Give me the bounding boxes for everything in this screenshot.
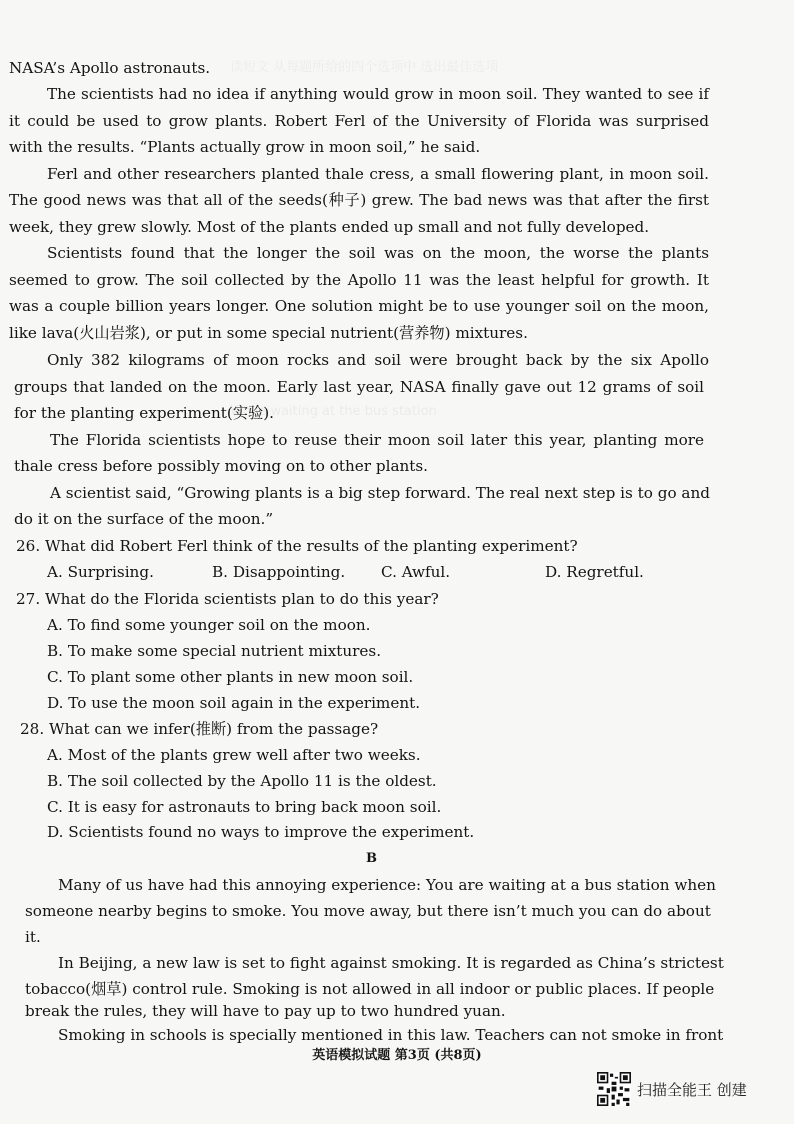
scanner-watermark: [597, 1072, 747, 1106]
passage-a-line: groups that landed on the moon. Early last year, NASA finally gave out 12 grams of soil: [14, 378, 704, 396]
passage-b-line: In Beijing, a new law is set to fight against smoking. It is regarded as China’s strictest: [58, 954, 724, 972]
question-28-option-d: D. Scientists found no ways to improve the experiment.: [47, 823, 475, 841]
question-26-option-a: A. Surprising.: [47, 563, 154, 581]
section-b-heading: B: [366, 851, 377, 866]
qr-code-icon: [597, 1072, 631, 1106]
passage-b-line: Smoking in schools is specially mentioned in this law. Teachers can not smoke in front: [58, 1026, 724, 1044]
question-27-stem: 27. What do the Florida scientists plan to do this year?: [16, 590, 439, 608]
passage-a-line: NASA’s Apollo astronauts.: [9, 59, 211, 77]
question-27-option-a: A. To find some younger soil on the moon.: [47, 616, 371, 634]
passage-a-line: it could be used to grow plants. Robert Ferl of the University of Florida was surprised: [9, 112, 709, 130]
passage-a-line: was a couple billion years longer. One solution might be to use younger soil on the moon,: [9, 297, 709, 315]
question-28-option-b: B. The soil collected by the Apollo 11 is the oldest.: [47, 772, 437, 790]
passage-a-line: Only 382 kilograms of moon rocks and soil were brought back by the six Apollo: [47, 351, 709, 369]
question-28-option-a: A. Most of the plants grew well after two weeks.: [47, 746, 421, 764]
question-26-option-c: C. Awful.: [381, 563, 451, 581]
passage-a-line: week, they grew slowly. Most of the plants ended up small and not fully developed.: [9, 218, 650, 236]
passage-a-line: The scientists had no idea if anything would grow in moon soil. They wanted to see if: [47, 85, 709, 103]
bleed-through-text: 读短文 从每题所给的四个选项中 选出最佳选项: [230, 60, 499, 75]
question-27-option-b: B. To make some special nutrient mixtures.: [47, 642, 382, 660]
passage-a-line: A scientist said, “Growing plants is a big step forward. The real next step is to go and: [50, 484, 710, 502]
question-26-option-d: D. Regretful.: [545, 563, 644, 581]
question-27-option-d: D. To use the moon soil again in the experiment.: [47, 694, 421, 712]
passage-b-line: Many of us have had this annoying experience: You are waiting at a bus station when: [58, 876, 716, 894]
passage-a-line: do it on the surface of the moon.”: [14, 510, 274, 528]
passage-a-line: like lava(火山岩浆), or put in some special nutrient(营养物) mixtures.: [9, 324, 528, 342]
passage-b-line: it.: [25, 928, 41, 946]
passage-b-line: someone nearby begins to smoke. You move away, but there isn’t much you can do about: [25, 902, 711, 920]
page-footer: 英语模拟试题 第3页 (共8页): [312, 1048, 482, 1063]
passage-a-line: Scientists found that the longer the soil was on the moon, the worse the plants: [47, 244, 709, 262]
passage-a-line: thale cress before possibly moving on to other plants.: [14, 457, 429, 475]
passage-a-line: seemed to grow. The soil collected by the Apollo 11 was the least helpful for growth. It: [9, 271, 709, 289]
passage-b-line: break the rules, they will have to pay up to two hundred yuan.: [25, 1002, 506, 1020]
question-26-stem: 26. What did Robert Ferl think of the results of the planting experiment?: [16, 537, 578, 555]
passage-a-line: The good news was that all of the seeds(种子) grew. The bad news was that after the first: [9, 191, 709, 209]
passage-a-line: Ferl and other researchers planted thale cress, a small flowering plant, in moon soil.: [47, 165, 709, 183]
watermark-text: 扫描全能王 创建: [637, 1080, 747, 1099]
passage-b-line: tobacco(烟草) control rule. Smoking is not allowed in all indoor or public places. If people: [25, 980, 715, 998]
passage-a-line: for the planting experiment(实验).: [14, 404, 274, 422]
passage-a-line: The Florida scientists hope to reuse their moon soil later this year, planting more: [50, 431, 704, 449]
bleed-through-text: While waiting at the bus station: [230, 404, 437, 419]
question-28-stem: 28. What can we infer(推断) from the passage?: [20, 720, 379, 738]
passage-a-line: with the results. “Plants actually grow in moon soil,” he said.: [9, 138, 481, 156]
question-27-option-c: C. To plant some other plants in new moon soil.: [47, 668, 414, 686]
question-28-option-c: C. It is easy for astronauts to bring back moon soil.: [47, 798, 442, 816]
question-26-option-b: B. Disappointing.: [212, 563, 346, 581]
